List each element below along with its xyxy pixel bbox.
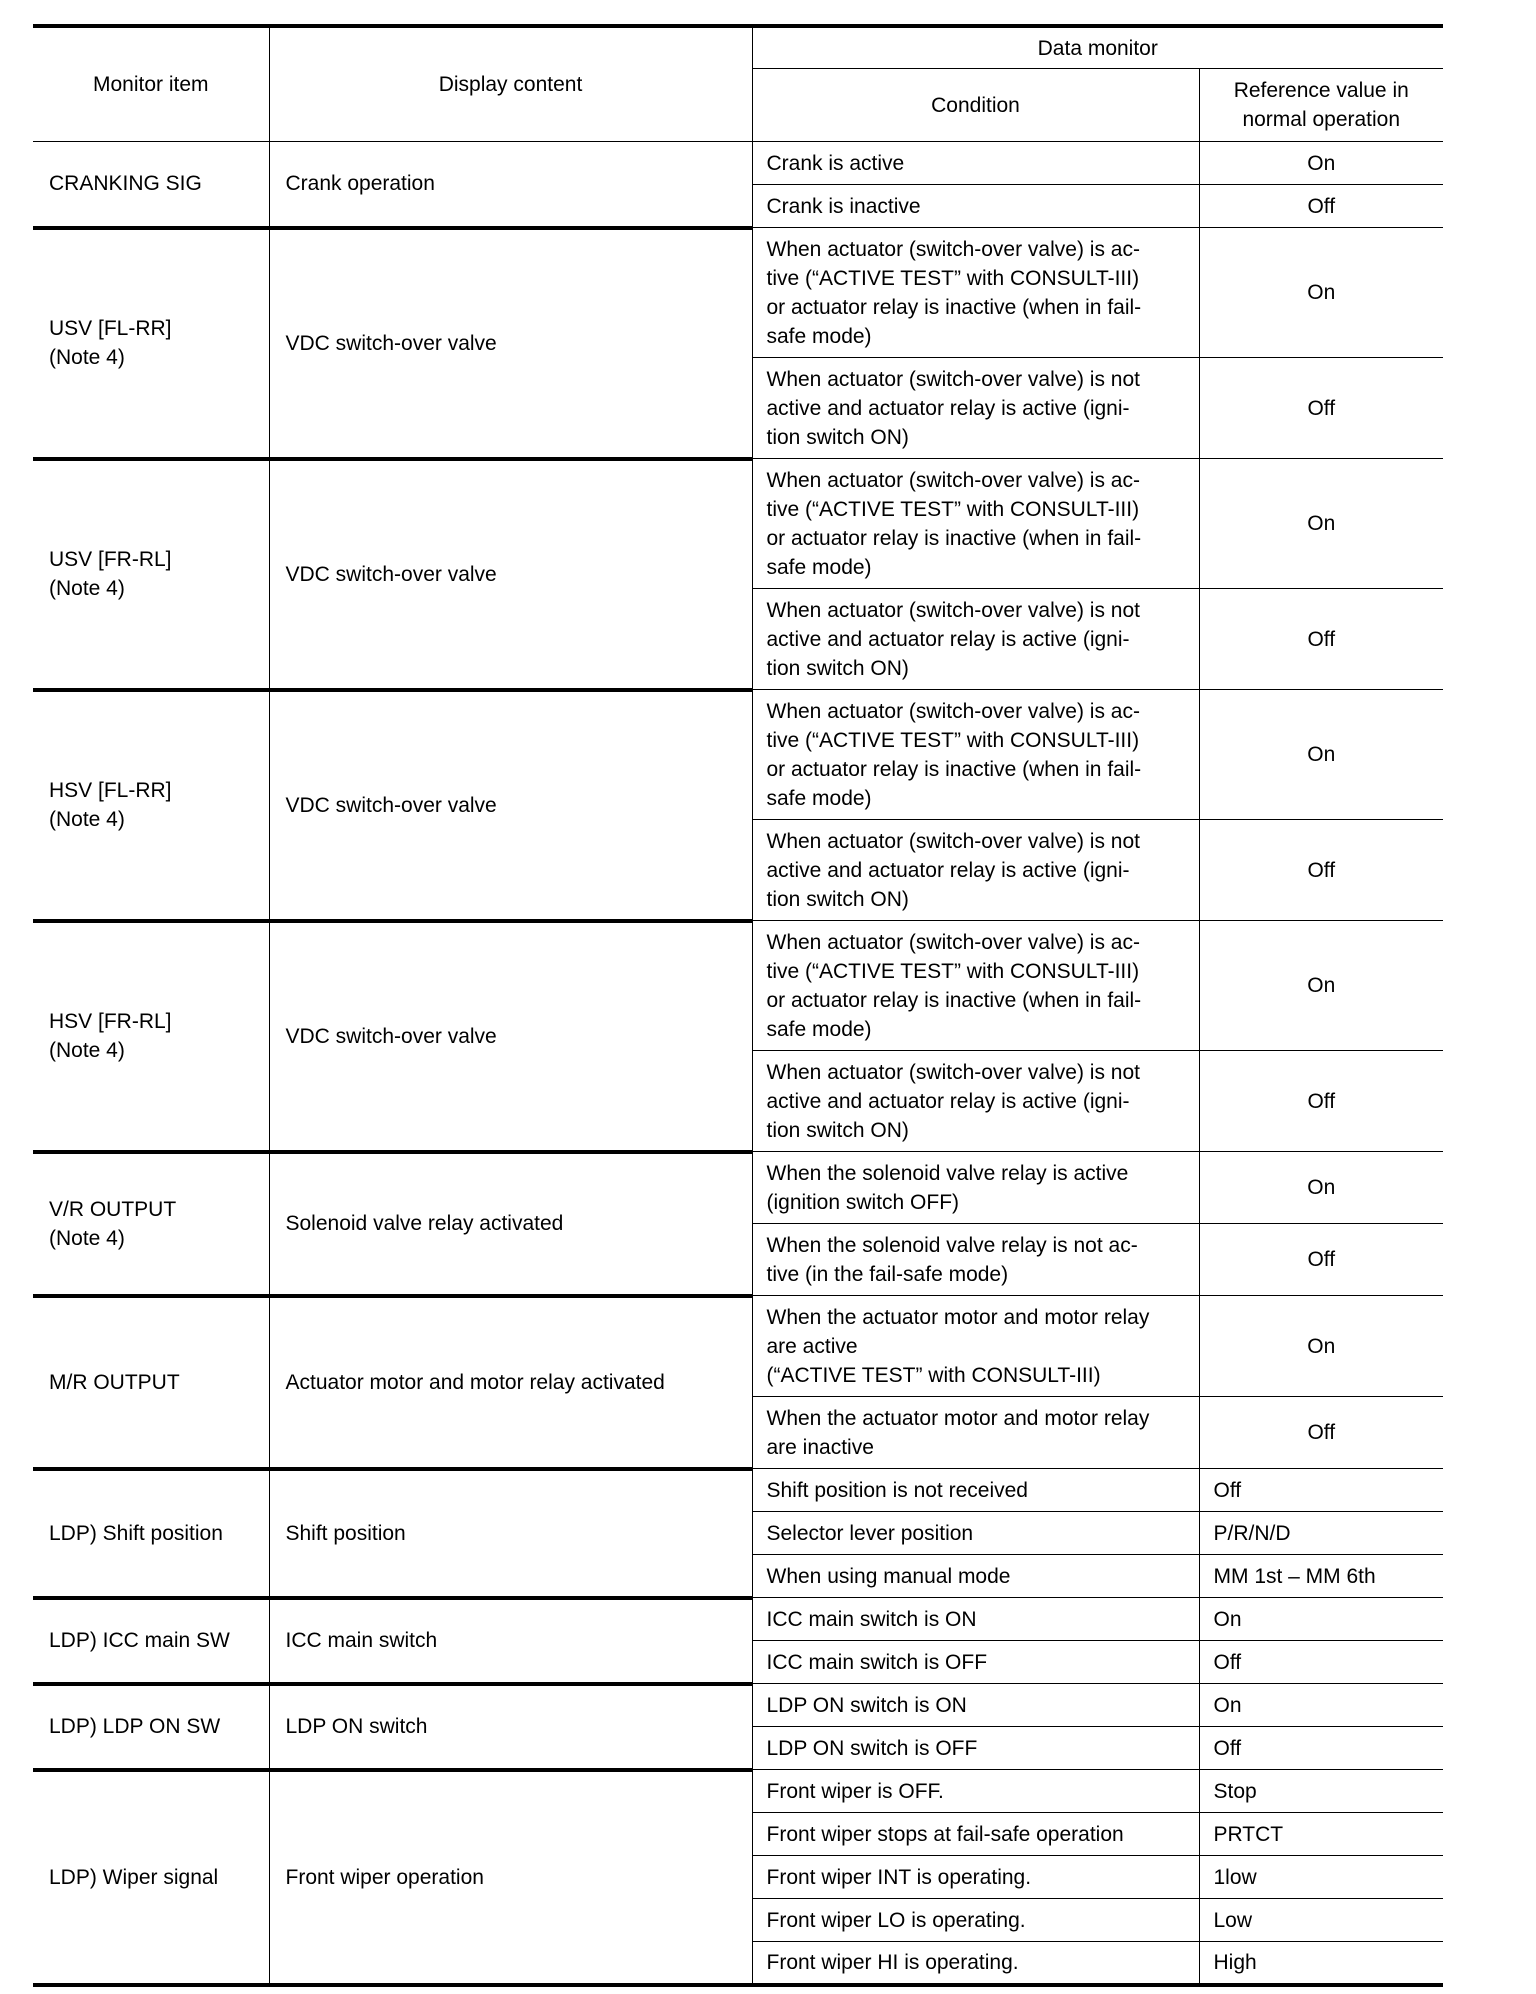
monitor-item-ldp-ldp-on-sw: LDP) LDP ON SW	[33, 1684, 269, 1770]
condition-cell: When the actuator motor and motor relay are inactive	[752, 1397, 1199, 1469]
reference-value: High	[1199, 1942, 1443, 1985]
condition-cell: Shift position is not received	[752, 1469, 1199, 1512]
table-row	[33, 921, 1443, 1051]
reference-value: On	[1199, 1684, 1443, 1727]
reference-value: Off	[1199, 358, 1443, 459]
table-row	[33, 1598, 1443, 1641]
condition-cell: Crank is inactive	[752, 185, 1199, 228]
display-content: LDP ON switch	[269, 1684, 752, 1770]
reference-value: On	[1199, 921, 1443, 1051]
display-content: Shift position	[269, 1469, 752, 1598]
reference-value: On	[1199, 1598, 1443, 1641]
reference-value: On	[1199, 459, 1443, 589]
table-row	[33, 1770, 1443, 1813]
condition-cell: Front wiper INT is operating.	[752, 1856, 1199, 1899]
display-content: VDC switch-over valve	[269, 459, 752, 690]
table-row	[33, 1152, 1443, 1224]
reference-value: Off	[1199, 1051, 1443, 1152]
monitor-item-usv-fr-rl: USV [FR-RL] (Note 4)	[33, 459, 269, 690]
reference-value: Off	[1199, 1641, 1443, 1684]
table-row	[33, 1296, 1443, 1397]
condition-cell: When actuator (switch-over valve) is not active and actuator relay is active (igni- tion switch ON)	[752, 820, 1199, 921]
condition-cell: Selector lever position	[752, 1512, 1199, 1555]
header-display-content: Display content	[269, 26, 752, 142]
table-header-row	[33, 26, 1443, 69]
monitor-item-usv-fl-rr: USV [FL-RR] (Note 4)	[33, 228, 269, 459]
display-content: Solenoid valve relay activated	[269, 1152, 752, 1296]
reference-value: Stop	[1199, 1770, 1443, 1813]
display-content: Actuator motor and motor relay activated	[269, 1296, 752, 1469]
table-row	[33, 459, 1443, 589]
condition-cell: Crank is active	[752, 142, 1199, 185]
table-row	[33, 142, 1443, 185]
reference-value: Low	[1199, 1899, 1443, 1942]
table-row	[33, 1684, 1443, 1727]
document-page	[33, 24, 1443, 1987]
reference-value: On	[1199, 142, 1443, 185]
reference-value: Off	[1199, 1397, 1443, 1469]
monitor-item-hsv-fr-rl: HSV [FR-RL] (Note 4)	[33, 921, 269, 1152]
reference-value: Off	[1199, 185, 1443, 228]
condition-cell: Front wiper HI is operating.	[752, 1942, 1199, 1985]
reference-value: 1low	[1199, 1856, 1443, 1899]
table-body	[33, 142, 1443, 1985]
monitor-item-ldp-icc-main-sw: LDP) ICC main SW	[33, 1598, 269, 1684]
monitor-item-ldp-shift-position: LDP) Shift position	[33, 1469, 269, 1598]
condition-cell: Front wiper stops at fail-safe operation	[752, 1813, 1199, 1856]
condition-cell: When the actuator motor and motor relay are active (“ACTIVE TEST” with CONSULT-III)	[752, 1296, 1199, 1397]
monitor-item-cranking-sig: CRANKING SIG	[33, 142, 269, 228]
monitor-item-hsv-fl-rr: HSV [FL-RR] (Note 4)	[33, 690, 269, 921]
monitor-item-ldp-wiper-signal: LDP) Wiper signal	[33, 1770, 269, 1985]
condition-cell: LDP ON switch is OFF	[752, 1727, 1199, 1770]
condition-cell: When actuator (switch-over valve) is not active and actuator relay is active (igni- tion switch ON)	[752, 1051, 1199, 1152]
condition-cell: ICC main switch is OFF	[752, 1641, 1199, 1684]
header-condition: Condition	[752, 69, 1199, 142]
display-content: VDC switch-over valve	[269, 228, 752, 459]
reference-value: On	[1199, 690, 1443, 820]
condition-cell: When actuator (switch-over valve) is ac- tive (“ACTIVE TEST” with CONSULT-III) or actuator relay is inactive (when in fail- safe mode)	[752, 459, 1199, 589]
table-row	[33, 690, 1443, 820]
reference-value: Off	[1199, 589, 1443, 690]
condition-cell: Front wiper is OFF.	[752, 1770, 1199, 1813]
reference-value: On	[1199, 1152, 1443, 1224]
reference-value: PRTCT	[1199, 1813, 1443, 1856]
condition-cell: When actuator (switch-over valve) is not active and actuator relay is active (igni- tion switch ON)	[752, 589, 1199, 690]
reference-value: On	[1199, 1296, 1443, 1397]
condition-cell: When actuator (switch-over valve) is ac- tive (“ACTIVE TEST” with CONSULT-III) or actuator relay is inactive (when in fail- safe mode)	[752, 228, 1199, 358]
display-content: Front wiper operation	[269, 1770, 752, 1985]
display-content: Crank operation	[269, 142, 752, 228]
header-data-monitor: Data monitor	[752, 26, 1443, 69]
display-content: VDC switch-over valve	[269, 690, 752, 921]
condition-cell: ICC main switch is ON	[752, 1598, 1199, 1641]
condition-cell: When actuator (switch-over valve) is not active and actuator relay is active (igni- tion switch ON)	[752, 358, 1199, 459]
monitor-item-vr-output: V/R OUTPUT (Note 4)	[33, 1152, 269, 1296]
condition-cell: Front wiper LO is operating.	[752, 1899, 1199, 1942]
condition-cell: When the solenoid valve relay is active (ignition switch OFF)	[752, 1152, 1199, 1224]
display-content: ICC main switch	[269, 1598, 752, 1684]
table-row	[33, 1469, 1443, 1512]
reference-value: P/R/N/D	[1199, 1512, 1443, 1555]
condition-cell: LDP ON switch is ON	[752, 1684, 1199, 1727]
monitor-item-mr-output: M/R OUTPUT	[33, 1296, 269, 1469]
table-row	[33, 228, 1443, 358]
reference-value: MM 1st – MM 6th	[1199, 1555, 1443, 1598]
reference-value: Off	[1199, 1727, 1443, 1770]
condition-cell: When actuator (switch-over valve) is ac- tive (“ACTIVE TEST” with CONSULT-III) or actuator relay is inactive (when in fail- safe mode)	[752, 690, 1199, 820]
reference-value: Off	[1199, 1469, 1443, 1512]
reference-value: Off	[1199, 820, 1443, 921]
display-content: VDC switch-over valve	[269, 921, 752, 1152]
reference-value: On	[1199, 228, 1443, 358]
condition-cell: When the solenoid valve relay is not ac- tive (in the fail-safe mode)	[752, 1224, 1199, 1296]
header-monitor-item: Monitor item	[33, 26, 269, 142]
header-reference-value: Reference value in normal operation	[1199, 69, 1443, 142]
reference-value: Off	[1199, 1224, 1443, 1296]
condition-cell: When using manual mode	[752, 1555, 1199, 1598]
condition-cell: When actuator (switch-over valve) is ac- tive (“ACTIVE TEST” with CONSULT-III) or actuator relay is inactive (when in fail- safe mode)	[752, 921, 1199, 1051]
data-monitor-table	[33, 24, 1443, 1987]
